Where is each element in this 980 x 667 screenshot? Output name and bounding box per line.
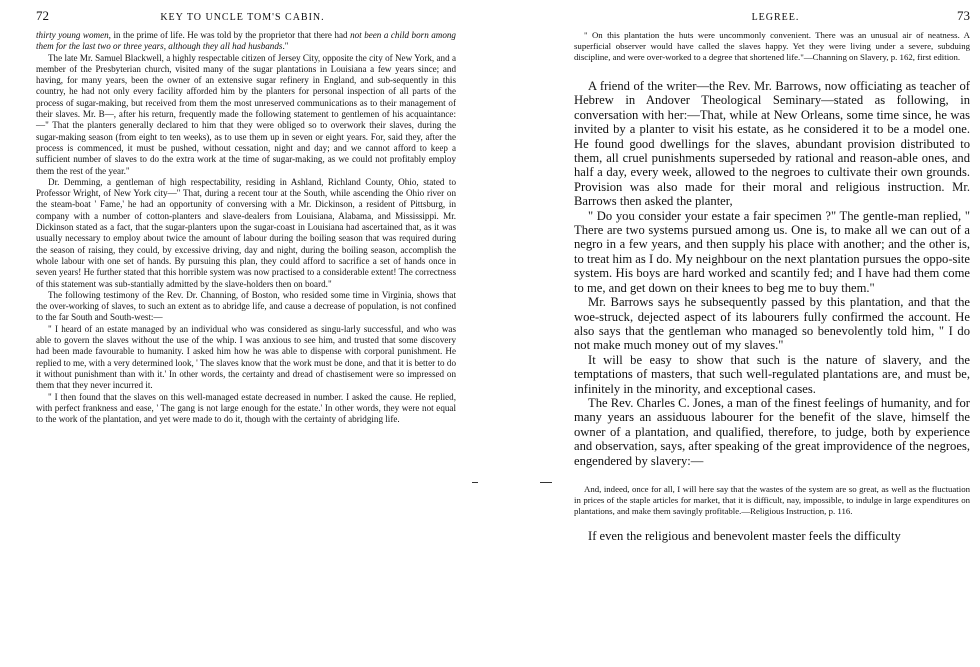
gutter-mark [540,482,552,483]
right-page-header [574,8,970,24]
left-paragraph-5: " I heard of an estate managed by an individual who was considered as singu-larly successful, and who was able to govern the slaves without the use of the whip. I was anxious to see him, and trusted that some discovery had been made favourable to humanity. I asked him how he was able to dispense with corporal punishment. He replied to me, with a very determined look, ' The slaves know that the work must be done, and that it is better to do it without punishment than with it.' In other words, the certainty and dread of chastisement were so impressed on them that they never incurred it. [36,323,456,391]
right-page [560,0,980,667]
left-paragraph-2: The late Mr. Samuel Blackwell, a highly respectable citizen of Jersey City, opposite the city of New York, and a member of the Presbyterian church, visited many of the sugar plantations in Louisiana a few years since; and having, for many years, been the owner of an extensive sugar refinery in England, and sub-sequently in this country, he had not only every facility afforded him by the planters for personal inspection of all parts of the process of sugar-making, but received from them the most unreserved communications as to their management of their slaves. Mr. B—, after his return, frequently made the following statement to gentlemen of his acquaintance:—" That the planters generally declared to him that they were obliged so to overwork their slaves, during the sugar-making season (from eight to ten weeks), as to use them up in seven or eight years. For, said they, after the process is commenced, it must be pushed, without cessation, night and day; and we cannot afford to keep a sufficient number of slaves to do the extra work at the time of sugar-making, as we could not profitably employ them the rest of the year." [36,52,456,176]
footnote-text: " On this plantation the huts were uncommonly convenient. There was an unusual air of neatness. A superficial observer would have called the slaves happy. Yet they were living under a severe, subduing discipline, and were over-worked to a degree that shortened life."—Channing on Slavery, p. 162, first edition. [574,30,970,62]
right-footnote-2 [574,484,970,517]
left-running-title: KEY TO UNCLE TOM'S CABIN. [160,12,325,23]
right-footnote-1 [574,30,970,63]
right-paragraph-4: It will be easy to show that such is the nature of slavery, and the temptations of masters, that such well-regulated plantations are, and must be, infinitely in the minority, and exceptional cases. [574,352,970,396]
right-page-number: 73 [956,8,970,23]
left-page-body [36,30,456,425]
right-page-body [574,79,970,468]
left-paragraph-6: " I then found that the slaves on this well-managed estate decreased in number. I asked the cause. He replied, with perfect frankness and ease, ' The gang is not large enough for the estate.' In other words, they were not equal to the work of the plantation, and yet were made to do it, though with the certainty of abridging life. [36,391,456,425]
left-page [0,0,470,667]
right-paragraph-2: " Do you consider your estate a fair specimen ?" The gentle-man replied, " There are two systems pursued among us. One is, to make all we can out of a negro in a few years, and then supply his place with another; and the other is, to treat him as I do. My neighbour on the next plantation pursues the oppo-site system. His boys are hard worked and scantily fed; and I have had them come to me, and get down on their knees to beg me to buy them." [574,208,970,295]
right-paragraph-5: The Rev. Charles C. Jones, a man of the finest feelings of humanity, and for many years an assiduous labourer for the benefit of the slave, himself the owner of a plantation, and qualified, therefore, to judge, both by experience and observation, says, after speaking of the great improvidence of the negroes, engendered by slavery:— [574,395,970,468]
left-page-header [36,8,456,24]
right-paragraph-3: Mr. Barrows says he subsequently passed by this plantation, and that the woe-struck, dejected aspect of its labourers fully confirmed the account. He also says that the gentleman who managed so benevolently told him, " I do not make much money out of my slaves." [574,295,970,353]
gutter-mark [472,482,478,483]
footnote-text: And, indeed, once for all, I will here say that the wastes of the system are so great, as well as the fluctuation in prices of the staple articles for market, that it is difficult, nay, impossible, to indulge in large expenditures on plantations, and make them savingly profitable.—Religious Instruction, p. 116. [574,483,970,516]
left-paragraph-3: Dr. Demming, a gentleman of high respectability, residing in Ashland, Richland County, Ohio, stated to Professor Wright, of New York city—" That, during a recent tour at the South, while ascending the Ohio river on the steam-boat ' Fame,' he had an opportunity of conversing with a Mr. Dickinson, a resident of Pittsburg, in company with a number of cotton-planters and slave-dealers from Louisiana, Alabama, and Mississippi. Mr. Dickinson stated as a fact, that the sugar-planters upon the sugar-coast in Louisiana had ascertained that, as it was usually necessary to employ about twice the amount of labour during the boiling season that was required during the season of raising, they could, by excessive driving, day and night, during the boiling season, accomplish the whole labour with one set of hands. By pursuing this plan, they could afford to sacrifice a set of hands once in seven years! He further stated that this horrible system was now practised to a considerable extent! The correctness of this statement was sub-stantially admitted by the slave-holders then on board." [36,176,456,289]
right-paragraph-6: If even the religious and benevolent master feels the difficulty [588,528,901,543]
left-paragraph-4: The following testimony of the Rev. Dr. Channing, of Boston, who resided some time in Virginia, shows that the over-working of slaves, to such an extent as to abridge life, and cause a decrease of population, is not confined to the far South and South-west:— [36,289,456,323]
right-running-title: LEGREE. [751,12,800,23]
right-paragraph-1: A friend of the writer—the Rev. Mr. Barrows, now officiating as teacher of Hebrew in Andover Theological Seminary—stated as following, in conversation with her:—That, while at New Orleans, some time since, he was invited by a planter to visit his estate, as he considered it to be a model one. He found good dwellings for the slaves, abundant provision distributed to them, all cruel punishments superseded by rational and reason-able ones, and half a day, every week, allowed to the negroes to cultivate their own grounds. Provision was also made for their moral and religious instruction. Mr. Barrows then asked the planter, [574,79,970,209]
right-page-continuation [574,529,970,543]
left-paragraph-1: thirty young women, in the prime of life. He was told by the proprietor that there had not been a child born among them for the last two or three years, although they all had husbands." [36,30,456,52]
left-page-number: 72 [36,8,49,23]
